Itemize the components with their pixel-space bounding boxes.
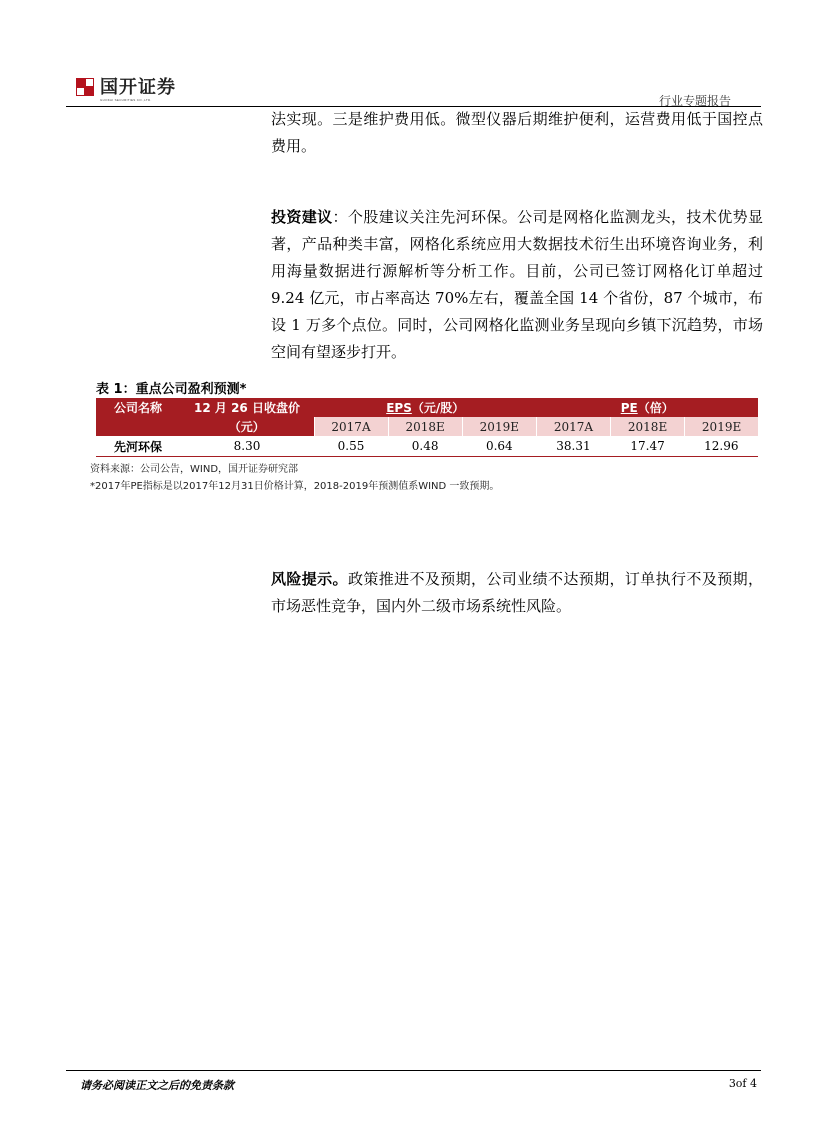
table-source: 资料来源：公司公告，WIND，国开证券研究部 [90,464,299,475]
close-price-cell: 8.30 [180,436,314,457]
logo-name: 国开证券 [100,77,176,98]
page-number: 3of 4 [728,1077,757,1090]
disclaimer-text: 请务必阅读正文之后的免责条款 [80,1079,234,1092]
investment-advice-text: ：个股建议关注先河环保。公司是网格化监测龙头，技术优势显著，产品种类丰富，网格化系统应用大数据技术衍生出环境咨询业务，利用海量数据进行源解析等分析工作。目前，公司已签订网格化订单超过 9.24 亿元，市占率高达 70%左右，覆盖全国 14 个省份，87 个城市，布设 1 万多个点位。同时，公司网格化监测业务呈现向乡镇下沉趋势，市场空间有望逐步打开。 [271,208,763,361]
year-header: 2017A [314,417,388,436]
eps-2017-cell: 0.55 [314,436,388,457]
table-row [96,436,758,457]
pe-2019-cell: 12.96 [685,436,758,457]
company-logo [76,78,176,102]
paragraph-continuation [271,106,763,160]
eps-unit: （元/股） [411,401,465,415]
earnings-forecast-table [96,398,758,457]
pe-group-header [536,398,758,417]
col-company-header-cont [96,417,180,436]
investment-advice-paragraph [271,204,763,366]
report-type: 行业专题报告 [658,94,731,108]
eps-label: EPS [386,401,412,415]
col-close-header: 12 月 26 日收盘价 [180,398,314,417]
risk-warning-label: 风险提示。 [271,570,348,588]
year-header: 2019E [462,417,536,436]
table-footnote: *2017年PE指标是以2017年12月31日价格计算，2018-2019年预测值系WIND 一致预期。 [90,481,500,492]
risk-warning-paragraph [271,566,763,620]
pe-label: PE [620,401,638,415]
col-company-header: 公司名称 [96,398,180,417]
footer-divider [66,1070,761,1071]
company-name-cell: 先河环保 [96,436,180,457]
investment-advice-label: 投资建议 [271,208,333,226]
year-header: 2018E [610,417,684,436]
eps-2018-cell: 0.48 [388,436,462,457]
risk-warning-text: 政策推进不及预期，公司业绩不达预期，订单执行不及预期，市场恶性竞争，国内外二级市场系统性风险。 [271,570,763,615]
table-title: 表 1：重点公司盈利预测* [96,382,247,397]
col-close-unit: （元） [180,417,314,436]
pe-2017-cell: 38.31 [536,436,610,457]
logo-english-name: GUOKAI SECURITIES CO.,LTD. [100,98,152,102]
eps-2019-cell: 0.64 [462,436,536,457]
paragraph-text: 法实现。三是维护费用低。微型仪器后期维护便利，运营费用低于国控点费用。 [271,110,763,155]
pe-unit: （倍） [637,401,674,415]
year-header: 2018E [388,417,462,436]
pe-2018-cell: 17.47 [610,436,684,457]
year-header: 2017A [536,417,610,436]
year-header: 2019E [685,417,758,436]
eps-group-header [314,398,536,417]
logo-mark-icon [76,78,94,96]
